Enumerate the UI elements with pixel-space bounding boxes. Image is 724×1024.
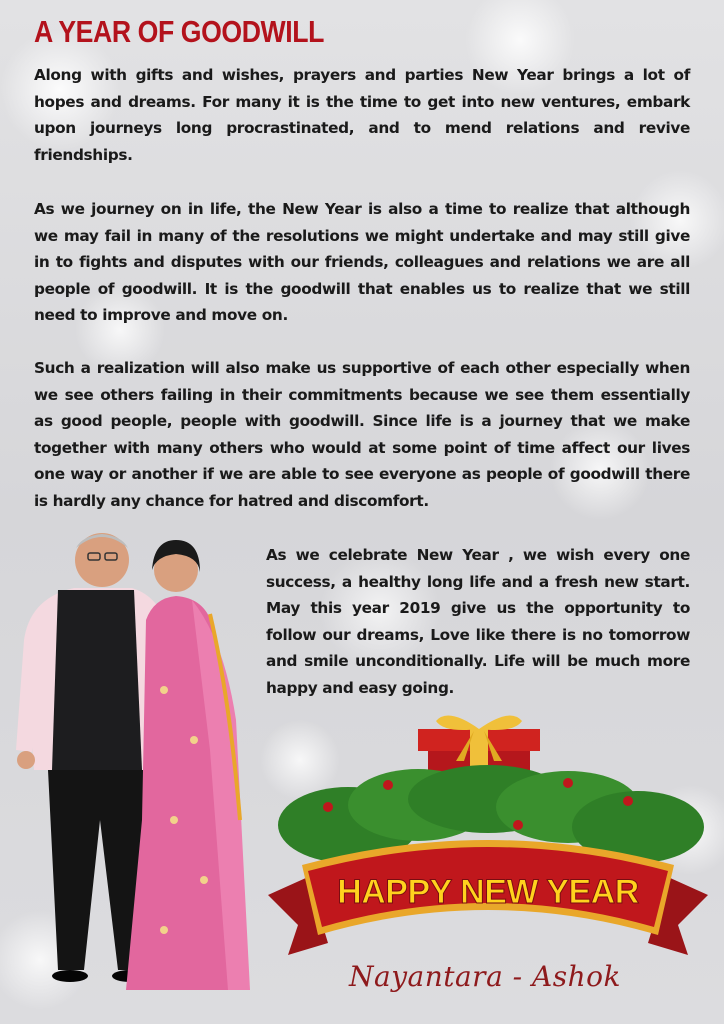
page-title: A YEAR OF GOODWILL bbox=[34, 14, 324, 49]
couple-photo bbox=[14, 520, 264, 1000]
paragraph-3: Such a realization will also make us supportive of each other especially when we see others failing in their commitments because we see them essentially as good people, people with goodwill. Since life is a journey that we make together with many others who would at some point of time affect our lives one way or another if we are able to see everyone as people of goodwill there is hardly any chance for hatred and discomfort. bbox=[34, 359, 690, 510]
banner-text: HAPPY NEW YEAR bbox=[337, 873, 639, 911]
paragraph-4: As we celebrate New Year , we wish every one success, a healthy long life and a fresh new start. May this year 2019 give us the opportunity to follow our dreams, Love like there is no tomorrow and smile unconditionally. Life will be much more happy and easy going. bbox=[266, 546, 690, 697]
signature: Nayantara - Ashok bbox=[349, 960, 621, 993]
paragraph-2: As we journey on in life, the New Year is also a time to realize that although we may fail in many of the resolutions we might undertake and may still give in to fights and disputes with our friends, colleagues and relations we are all people of goodwill. It is the goodwill that enables us to realize that we still need to improve and move on. bbox=[34, 200, 690, 324]
paragraph-1: Along with gifts and wishes, prayers and parties New Year brings a lot of hopes and dreams. For many it is the time to get into new ventures, embark upon journeys long procrastinated, and to mend relations and revive friendships. bbox=[34, 66, 690, 164]
